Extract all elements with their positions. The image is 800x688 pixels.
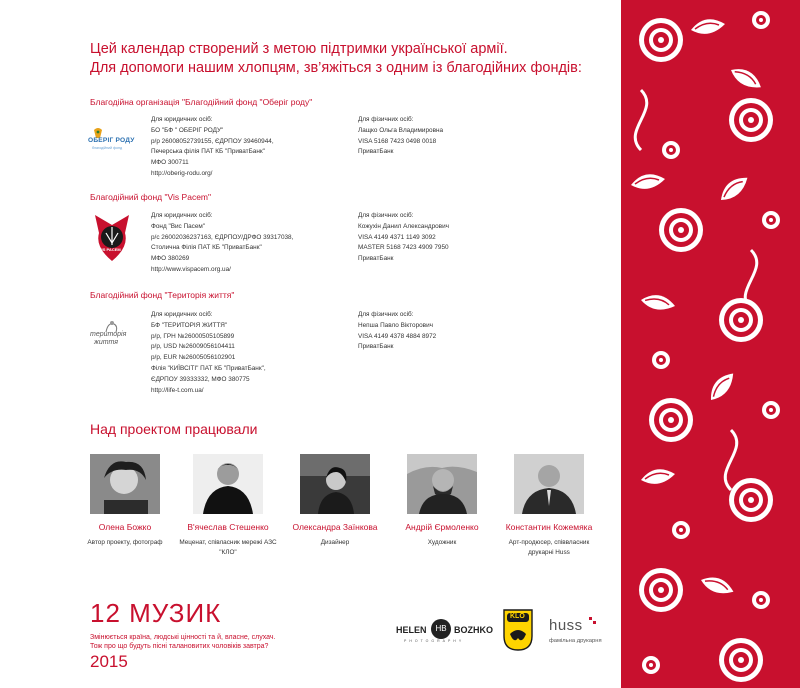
- fund-3-legal: [151, 310, 266, 396]
- teritoriya-logo-sub: життя: [94, 339, 119, 346]
- teritoriya-zhyttya-logo: [88, 318, 136, 352]
- intro-line-1: Цей календар створений з метою підтримки української армії.: [90, 41, 508, 57]
- helen-logo-right: BOZHKO: [454, 625, 493, 635]
- huss-logo: [549, 617, 609, 649]
- fund-2-personal-line: VISA 4149 4371 1149 3092: [358, 233, 436, 241]
- fund-3-personal-line: ПриватБанк: [358, 343, 394, 351]
- klo-logo-text: KLO: [510, 613, 525, 620]
- fund-1-personal: [358, 115, 443, 158]
- fund-3-legal-line: Філія "КИЇВСІТІ" ПАТ КБ "ПриватБанк",: [151, 364, 266, 372]
- member-photo: [300, 454, 370, 514]
- vis-pacem-logo-text: VIS PACEM: [99, 247, 121, 252]
- fund-2-personal-line: Для фізичних осіб:: [358, 212, 414, 219]
- fund-2-legal-line: р/с 26002036237163, ЄДРПОУ/ДРФО 39317038,: [151, 233, 294, 241]
- fund-3-legal-line: р/р, EUR №26005056102901: [151, 354, 236, 362]
- fund-2-link[interactable]: http://www.vispacem.org.ua/: [151, 265, 231, 273]
- fund-1-legal-line: р/р 26008052739155, ЄДРПОУ 39460944,: [151, 137, 274, 145]
- helen-logo-left: HELEN: [396, 625, 427, 635]
- team-member: [75, 454, 175, 548]
- fund-1-legal-line: МФО 300711: [151, 159, 189, 167]
- member-name: В'ячеслав Стешенко: [187, 522, 269, 532]
- fund-1-legal: [151, 115, 274, 180]
- klo-logo: [502, 608, 534, 652]
- fund-3-personal-line: VISA 4149 4378 4884 8972: [358, 332, 437, 340]
- member-photo: [407, 454, 477, 514]
- member-photo: [193, 454, 263, 514]
- oberig-logo-text: ОБЕРІГ РОДУ: [88, 137, 135, 144]
- huss-dot: [593, 621, 596, 624]
- member-role: Дизайнер: [320, 539, 350, 546]
- fund-2-personal-line: ПриватБанк: [358, 255, 394, 263]
- calendar-title: 12 МУЗИК: [90, 598, 222, 628]
- fund-3-personal-line: Для фізичних осіб:: [358, 311, 414, 318]
- team-member: [499, 454, 599, 557]
- intro-line-2: Для допомоги нашим хлопцям, зв’яжіться з одним із благодійних фондів:: [90, 60, 582, 76]
- fund-1-legal-line: Для юридичних осіб:: [151, 116, 213, 123]
- fund-2-legal-line: МФО 380269: [151, 255, 190, 263]
- huss-logo-text: huss: [549, 617, 583, 634]
- member-role: Меценат, співласник мережі АЗС "КЛО": [179, 539, 277, 556]
- fund-2-personal: [358, 211, 449, 265]
- helen-logo-mono: HB: [431, 619, 451, 639]
- fund-2-personal-line: MASTER 5168 7423 4909 7950: [358, 244, 449, 252]
- team-title: Над проектом працювали: [90, 421, 258, 437]
- member-role: Арт-продюсер, співвласник друкарні Huss: [508, 539, 590, 556]
- vis-pacem-logo: [91, 213, 133, 263]
- fund-2-legal-line: Для юридичних осіб:: [151, 212, 213, 219]
- tagline-line: Тож про що будуть пісні талановитих чоловіків завтра?: [90, 643, 269, 650]
- member-name: Константин Кожемяка: [505, 522, 593, 532]
- helen-bozhko-logo: [396, 617, 496, 647]
- fund-3-legal-line: р/р, USD №26009056104411: [151, 343, 235, 351]
- oberig-logo-sub: благодійний фонд: [92, 146, 123, 150]
- fund-1-personal-line: ПриватБанк: [358, 148, 394, 156]
- fund-3-title: Благодійний фонд "Територія життя": [90, 290, 235, 300]
- fund-1-title: Благодійна організація "Благодійний фонд "Оберіг роду": [90, 97, 313, 107]
- fund-3-personal: [358, 310, 436, 353]
- member-name: Олександра Заїнкова: [292, 522, 378, 532]
- fund-2-title: Благодійний фонд "Vis Pacem": [90, 192, 212, 202]
- fund-2-legal-line: Фонд "Вис Пасем": [151, 222, 206, 230]
- fund-3-link[interactable]: http://life-t.com.ua/: [151, 386, 204, 394]
- member-name: Олена Божко: [98, 522, 152, 532]
- fund-1-personal-line: VISA 5168 7423 0498 0018: [358, 137, 437, 145]
- team-member: [285, 454, 385, 548]
- helen-logo-sub: PHOTOGRAPHY: [404, 639, 465, 643]
- calendar-year: 2015: [90, 652, 128, 671]
- team-member: [178, 454, 278, 557]
- huss-dot: [589, 617, 592, 620]
- fund-3-legal-line: ЄДРПОУ 39333332, МФО 380775: [151, 375, 250, 383]
- member-role: Художник: [427, 539, 457, 546]
- tagline-line: Змінюється країна, людські цінності та й, власне, слухач.: [90, 634, 276, 641]
- member-role: Автор проекту, фотограф: [87, 539, 163, 546]
- member-name: Андрій Єрмоленко: [405, 522, 479, 532]
- team-member: [392, 454, 492, 548]
- huss-logo-sub: фамільна друкарня: [549, 638, 602, 644]
- teritoriya-logo-text: територія: [90, 331, 127, 338]
- fund-3-legal-line: Для юридичних осіб:: [151, 311, 213, 318]
- fund-3-legal-line: р/р, ГРН №26000505105899: [151, 332, 235, 340]
- fund-1-legal-line: Печерська філія ПАТ КБ "ПриватБанк": [151, 148, 265, 156]
- fund-1-link[interactable]: http://oberig-rodu.org/: [151, 169, 213, 177]
- fund-1-personal-line: Для фізичних осіб:: [358, 116, 414, 123]
- fund-2-personal-line: Кожухін Данил Александрович: [358, 222, 449, 230]
- oberig-rodu-logo: [88, 126, 136, 158]
- member-photo: [514, 454, 584, 514]
- member-photo: [90, 454, 160, 514]
- fund-2-legal-line: Столична Філія ПАТ КБ "ПриватБанк": [151, 244, 262, 252]
- fund-3-personal-line: Непша Павло Вікторович: [358, 321, 433, 329]
- ukrainian-floral-ornament: [621, 0, 800, 688]
- calendar-tagline: [90, 633, 275, 651]
- fund-2-legal: [151, 211, 293, 276]
- fund-1-legal-line: БО "БФ " ОБЕРІГ РОДУ": [151, 126, 224, 134]
- intro-text: [90, 40, 620, 78]
- fund-1-personal-line: Лащко Ольга Владимировна: [358, 126, 444, 134]
- fund-3-legal-line: БФ "ТЕРИТОРІЯ ЖИТТЯ": [151, 321, 228, 329]
